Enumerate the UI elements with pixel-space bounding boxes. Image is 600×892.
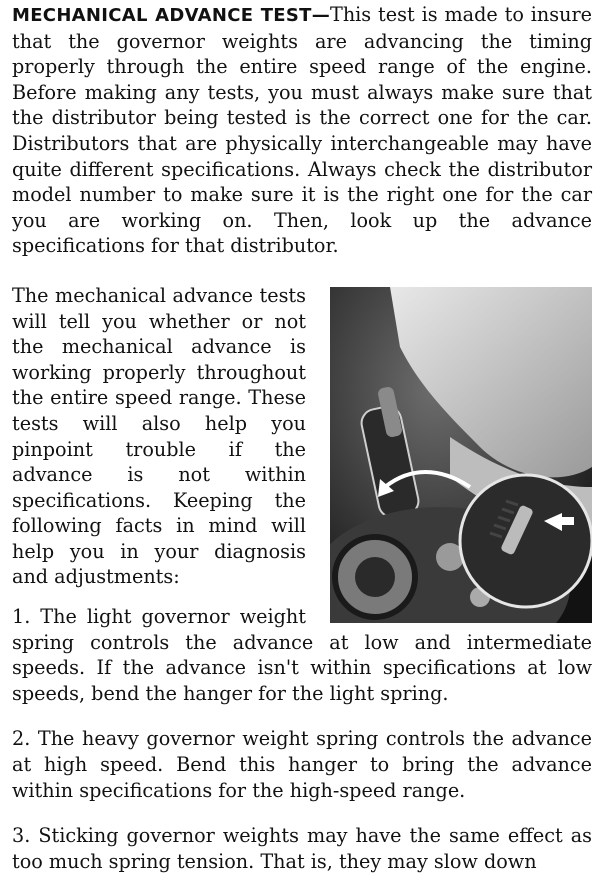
tests-paragraph: [12, 283, 592, 590]
photo-block: [12, 283, 592, 707]
tests-text: The mechanical advance tests will tell you whether or not the mechanical advance is working properly throughout the entire speed range. These tests will also help you pinpoint trouble if the advance is not within specifications. Keeping the following facts in mind will help you in your diagnosis and adjustments:: [12, 283, 306, 589]
distributor-photo: [330, 287, 592, 623]
intro-text: This test is made to insure that the governor weights are advancing the timing properly through the entire speed range of the engine. Before making any tests, you must always make sure that the distributor being tested is the correct one for the car. Distributors that are physically interchangeable may have quite different specifications. Always check the distributor model number to make sure it is the right one for the car you are working on. Then, look up the advance specifications for that distributor.: [12, 3, 592, 258]
list-item: 3. Sticking governor weights may have the same effect as too much spring tension. That is, they may slow down: [12, 824, 592, 873]
list-item: 2. The heavy governor weight spring controls the advance at high speed. Bend this hanger to bring the advance within specifications for the high-speed range.: [12, 727, 592, 802]
distributor-photo-icon: [330, 287, 592, 623]
list-item: 1. The light governor weight spring controls the advance at low and intermediate speeds. If the advance isn't within specifications at low speeds, bend the hanger for the light spring.: [12, 605, 592, 705]
intro-paragraph: [12, 2, 592, 259]
section-heading: MECHANICAL ADVANCE TEST—: [12, 5, 331, 26]
document-page: [12, 0, 592, 874]
